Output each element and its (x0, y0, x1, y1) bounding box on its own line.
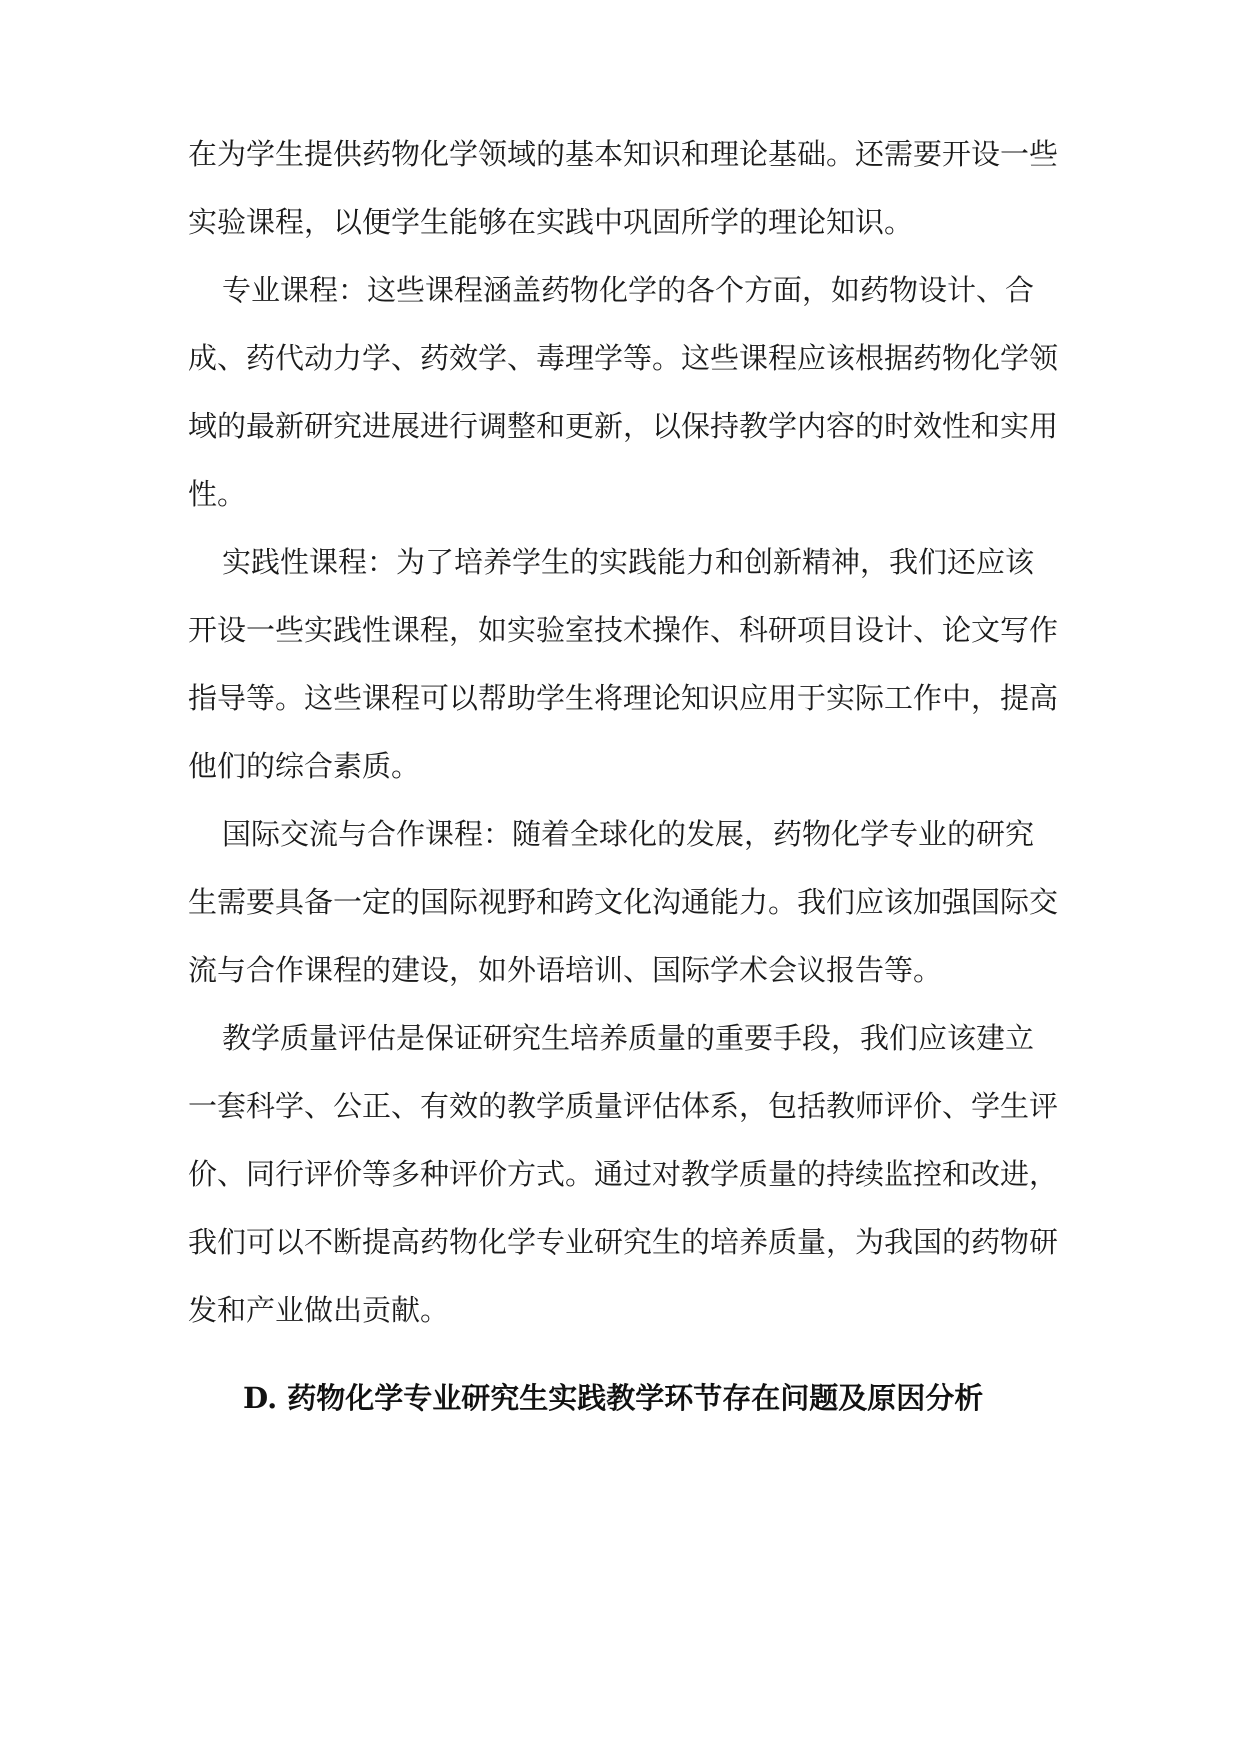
paragraph-2-line-1: 专业课程：这些课程涵盖药物化学的各个方面，如药物设计、合 (222, 273, 1035, 307)
paragraph-5-line-1: 教学质量评估是保证研究生培养质量的重要手段，我们应该建立 (222, 1021, 1035, 1055)
paragraph-4-line-2: 生需要具备一定的国际视野和跨文化沟通能力。我们应该加强国际交 (188, 885, 1059, 919)
paragraph-3-line-2: 开设一些实践性课程，如实验室技术操作、科研项目设计、论文写作 (188, 613, 1059, 647)
paragraph-5-line-4: 我们可以不断提高药物化学专业研究生的培养质量，为我国的药物研 (188, 1225, 1059, 1259)
paragraph-2-line-4: 性。 (188, 477, 247, 511)
paragraph-4-line-3: 流与合作课程的建设，如外语培训、国际学术会议报告等。 (188, 953, 943, 987)
paragraph-5-line-2: 一套科学、公正、有效的教学质量评估体系，包括教师评价、学生评 (188, 1089, 1059, 1123)
paragraph-4-line-1: 国际交流与合作课程：随着全球化的发展，药物化学专业的研究 (222, 817, 1035, 851)
paragraph-3-line-1: 实践性课程：为了培养学生的实践能力和创新精神，我们还应该 (222, 545, 1035, 579)
paragraph-2-line-3: 域的最新研究进展进行调整和更新，以保持教学内容的时效性和实用 (188, 409, 1059, 443)
paragraph-3-line-3: 指导等。这些课程可以帮助学生将理论知识应用于实际工作中，提高 (188, 681, 1059, 715)
paragraph-1-line-1: 在为学生提供药物化学领域的基本知识和理论基础。还需要开设一些 (188, 137, 1059, 171)
paragraph-5-line-3: 价、同行评价等多种评价方式。通过对教学质量的持续监控和改进， (188, 1157, 1059, 1191)
paragraph-3-line-4: 他们的综合素质。 (188, 749, 421, 783)
section-heading: D. 药物化学专业研究生实践教学环节存在问题及原因分析 (243, 1381, 984, 1415)
paragraph-1-line-2: 实验课程，以便学生能够在实践中巩固所学的理论知识。 (188, 205, 914, 239)
paragraph-2-line-2: 成、药代动力学、药效学、毒理学等。这些课程应该根据药物化学领 (188, 341, 1059, 375)
paragraph-5-line-5: 发和产业做出贡献。 (188, 1293, 450, 1327)
